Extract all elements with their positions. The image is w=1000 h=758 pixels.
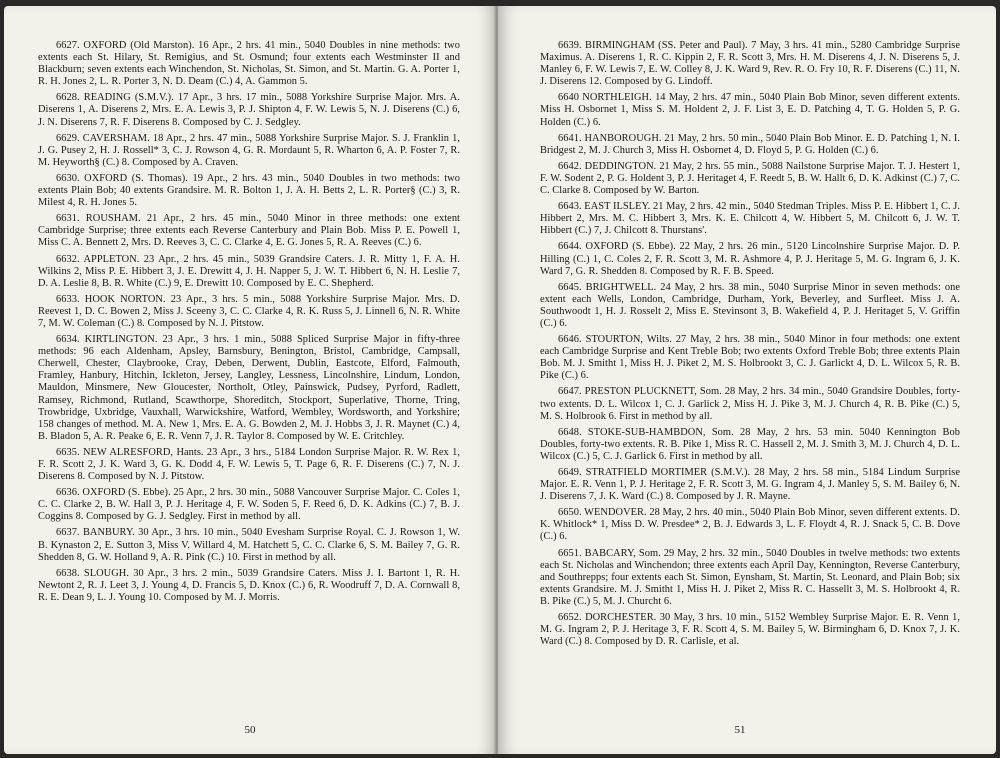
peal-details: 25 Apr., 2 hrs. 30 min., 5088 Vancouver Surprise Major. C. Coles 1, C. C. Clarke 2, B. W. Hall 3, P. J. Heritage 4, F. W. Soden 5, F. Reed 6, D. K. Adkins (C.) 7, B. J. Coggins 8. Composed by G. J. Sedgley. First in method by all. [38,487,460,523]
peal-number: 6641. [558,132,582,144]
peal-entry [38,527,460,563]
peal-number: 6645. [558,281,582,293]
peal-number: 6631. [56,213,80,225]
peal-details: 21 May, 2 hrs. 55 min., 5088 Nailstone Surprise Major. T. J. Hestert 1, F. W. Sodent 2, P. G. Holdent 3, P. J. Heritaget 4, F. Reedt 5, B. W. Hallt 6, D. K. Adkinst (C.) 7, C. C. Clarke 8. Composed by W. Barton. [540,160,960,197]
peal-place: CAVERSHAM. [82,132,150,144]
peal-place: STOKE-SUB-HAMBDON, [587,426,706,438]
peal-number: 6650. [558,507,582,519]
peal-details: 23 Apr., 2 hrs. 45 min., 5039 Grandsire Caters. J. R. Mitty 1, F. A. H. Wilkins 2, Miss P. E. Hibbert 3, J. E. Drewitt 4, J. H. Napper 5, J. W. T. Hibbert 6, N. H. Leslie 7, D. A. Leslie 8, B. R. White (C.) 9, E. Drewitt 10. Composed by E. C. Shepherd. [38,253,460,289]
peal-entry [540,548,960,608]
peal-number: 6652. [558,612,582,624]
peal-details: 30 May, 3 hrs. 10 min., 5152 Wembley Surprise Major. E. R. Venn 1, M. G. Ingram 2, P. J. Heritage 3, F. R. Scott 4, S. M. Bailey 5, W. Birmingham 6, D. Knox 7, J. K. Ward (C.) 8. Composed by D. R. Carlisle, et al. [540,612,960,648]
peal-place: OXFORD (S. Ebbe). [82,487,171,499]
peal-entry [38,294,460,330]
right-page-number: 51 [734,724,746,736]
peal-entry [38,254,460,290]
peal-details: Som. 29 May, 2 hrs. 32 min., 5040 Doubles in twelve methods: two extents each St. Nicholas and Winchendon; three extents each April Day, Kennington, Reverse Canterbury, and Southrepps; four extents each St. Simon, Eynsham, St. Martin, St. Leonard, and Plain Bob; six extents Grandsire. M. J. Smitht 1, Miss H. J. Piket 2, Miss R. C. Hassellt 3, M. S. Holbrookt 4, R. B. Pike (C.) 5, M. J. Churcht 6. [540,547,960,607]
peal-number: 6632. [56,253,80,265]
peal-details: Som. 28 May, 2 hrs. 53 min. 5040 Kennington Bob Doubles, forty-two extents. R. B. Pike 1, Miss R. C. Hassell 2, M. J. Smith 3, M. J. Church 4, D. L. Wilcox (C.) 5, C. J. Garlick 6. First in method by all. [540,426,960,462]
peal-entry [38,40,460,88]
peal-place: BIRMINGHAM (SS. Peter and Paul). [585,40,748,51]
peal-entry [540,427,960,463]
peal-entry [540,507,960,543]
peal-place: OXFORD (S. Thomas). [84,172,188,184]
peal-number: 6647. [558,386,582,398]
peal-entry [540,467,960,503]
peal-number: 6630. [56,172,80,184]
peal-details: Hants. 23 Apr., 3 hrs., 5184 London Surprise Major. R. W. Rex 1, F. R. Scott 2, J. K. Ward 3, G. K. Dodd 4, F. W. Lewis 5, T. Page 6, R. F. Diserens (C.) 7, N. J. Diserens 8. Composed by N. J. Pitstow. [38,446,461,483]
peal-entry [38,334,460,443]
peal-place: STRATFIELD MORTIMER (S.M.V.). [585,467,751,478]
peal-details: 28 May, 2 hrs. 40 min., 5040 Plain Bob Minor, seven different extents. D. K. Whitlock* 1, Miss D. W. Presdee* 2, B. J. Edwards 3, L. F. Floydt 4, R. J. Snack 5, C. B. Dove (C.) 6. [540,507,960,543]
peal-entry [540,40,960,88]
peal-details: 21 Apr., 2 hrs. 45 min., 5040 Minor in three methods: one extent Cambridge Surprise; three extents each Reverse Canterbury and Plain Bob. Miss P. E. Powell 1, Miss C. A. Bennett 2, Mrs. D. Reeves 3, C. C. Clarke 4, E. G. Jones 5, R. A. Reeves (C.) 6. [38,213,460,249]
right-page-column [540,40,960,652]
peal-entry [38,133,460,169]
peal-entry [540,334,960,382]
peal-number: 6627. [56,40,80,51]
peal-place: HOOK NORTON. [84,293,166,305]
peal-details: 14 May, 2 hrs. 47 min., 5040 Plain Bob Minor, seven different extents. Miss H. Osbornet 1, Miss S. M. Holdent 2, J. F. List 3, E. D. Patching 4, T. G. Holden 5, P. G. Holden (C.) 6. [540,92,960,128]
peal-number: 6634. [56,334,80,346]
peal-number: 6637. [56,527,80,539]
peal-details: 23 Apr., 3 hrs. 5 min., 5088 Yorkshire Surprise Major. Mrs. D. Reevest 1, D. C. Bowen 2, Miss J. Sceeny 3, C. C. Clarke 4, R. K. Russ 5, J. Linnell 6, N. R. White 7, M. W. Coleman (C.) 8. Composed by N. J. Pitstow. [38,293,460,329]
peal-details: Som. 28 May, 2 hrs. 34 min., 5040 Grandsire Doubles, forty-two extents. D. L. Wilcox 1, C. J. Garlick 2, Miss H. J. Pike 3, M. J. Church 4, R. B. Pike (C.) 5, M. S. Holbrook 6. First in method by all. [540,386,960,422]
peal-number: 6628. [56,92,80,104]
peal-place: BRIGHTWELL. [585,281,657,293]
peal-details: 23 Apr., 3 hrs. 1 min., 5088 Spliced Surprise Major in fifty-three methods: 96 each Aldenham, Apsley, Barnsbury, Benington, Bristol, Cambridge, Campsall, Cherwell, Chester, Claybrooke, Cray, Deben, Derwent, Dublin, Eastcote, Elford, Falmouth, Framley, Hanbury, Hitchin, Ickleton, Jersey, Langley, Lessness, Lincolnshire, Lindum, London, Mauldon, Minsmere, New Gloucester, Northolt, Otley, Painswick, Pudsey, Pyrford, Radlett, Ramsey, Richmond, Rutland, Scawthorpe, Shoreditch, Stockport, Superlative, Thorne, Tring, Trowbridge, Uxbridge, Vauxhall, Warwickshire, Watford, Wembley, Wordsworth, and Yorkshire; 158 changes of method. M. A. New 1, Mrs. E. A. G. Bowden 2, M. J. Hobbs 3, J. R. Maynet (C.) 4, B. Bladon 5, A. R. Peake 6, E. R. Venn 7, J. R. Taylor 8. Composed by W. E. Critchley. [38,334,460,442]
peal-entry [38,487,460,523]
peal-number: 6639. [558,40,582,51]
left-page [4,6,496,754]
peal-place: DORCHESTER. [585,612,657,624]
peal-details: 18 Apr., 2 hrs. 47 min., 5088 Yorkshire Surprise Major. S. J. Franklin 1, J. G. Pusey 2, H. J. Rossell* 3, C. J. Rowson 4, G. R. Mordaunt 5, R. Wharton 6, A. P. Foster 7, R. M. Heyworth§ (C.) 8. Composed by A. Craven. [38,132,460,168]
peal-place: STOURTON, [585,334,644,346]
peal-place: SLOUGH. [83,567,129,579]
peal-details: 30 Apr., 3 hrs. 2 min., 5039 Grandsire Caters. Miss J. I. Bartont 1, R. H. Newtont 2, R. J. Leet 3, J. Young 4, D. Francis 5, D. Knox (C.) 6, R. Woodruff 7, D. A. Cornwall 8, R. E. Dean 9, L. J. Young 10. Composed by M. J. Morris. [38,567,461,603]
peal-details: 28 May, 2 hrs. 58 min., 5184 Lindum Surprise Major. E. R. Venn 1, P. J. Heritage 2, F. R. Scott 3, M. G. Ingram 4, J. Manley 5, S. M. Bailey 6, N. J. Diserens 7, J. K. Ward (C.) 8. Composed by J. R. Mayne. [540,467,961,503]
peal-number: 6636. [56,487,80,499]
peal-place: EAST ILSLEY. [584,201,651,213]
peal-entry [540,161,960,197]
peal-entry [540,386,960,422]
peal-place: BANBURY. [82,527,135,539]
peal-number: 6638. [56,567,80,579]
peal-number: 6648. [558,426,582,438]
peal-entry [540,612,960,648]
peal-place: ROUSHAM. [85,213,141,225]
right-page [498,6,996,754]
peal-place: NORTHLEIGH. [582,92,652,104]
peal-entry [540,282,960,330]
peal-place: OXFORD (S. Ebbe). [585,241,676,253]
peal-number: 6644. [558,241,582,253]
peal-entry [38,173,460,209]
peal-details: 24 May, 2 hrs. 38 min., 5040 Surprise Minor in seven methods: one extent each Wells, London, Cambridge, Durham, York, Beverley, and Surfleet. Miss J. A. Southwoodt 1, H. J. Rosselt 2, Miss E. Stevinsont 3, B. Wakefield 4, P. J. Heritaget 5, V. Griffin (C.) 6. [540,281,960,329]
peal-entry [540,201,960,237]
peal-details: 21 May, 2 hrs. 50 min., 5040 Plain Bob Minor. E. D. Patching 1, N. I. Bridgest 2, M. J. Church 3, Miss H. Osbornet 4, D. Floyd 5, P. G. Holden (C.) 6. [540,132,960,156]
peal-details: 19 Apr., 2 hrs. 43 min., 5040 Doubles in two methods: two extents Plain Bob; 40 extents Grandsire. M. R. Bolton 1, J. A. H. Betts 2, L. R. Porter§ (C.) 3, R. Milest 4, R. H. Jones 5. [38,172,460,209]
left-page-number: 50 [244,724,256,736]
peal-place: APPLETON. [83,253,140,265]
peal-place: BABCARY, [584,547,636,559]
peal-number: 6646. [558,334,582,346]
peal-number: 6640 [558,92,579,104]
peal-number: 6633. [56,293,80,305]
peal-details: 7 May, 3 hrs. 41 min., 5280 Cambridge Surprise Maximus. A. Diserens 1, R. C. Kippin 2, F. R. Scott 3, Mrs. H. M. Diserens 4, J. N. Diserens 5, J. Manley 6, F. W. Lewis 7, E. W. Colley 8, J. K. Ward 9, Rev. R. O. Fry 10, R. F. Diserens (C.) 11, N. J. Diserens 12. Composed by G. Lindoff. [540,40,961,88]
peal-number: 6635. [56,446,80,458]
peal-details: 21 May, 2 hrs. 42 min., 5040 Stedman Triples. Miss P. E. Hibbert 1, C. J. Hibbert 2, Mrs. M. C. Hibbert 3, Mrs. K. E. Chilcott 4, W. Hibbert 5, M. Chilcott 6, J. W. T. Hibbert (C.) 7, J. Chilcott 8. Thurstans'. [540,201,960,237]
peal-entry [540,133,960,157]
peal-entry [540,92,960,128]
peal-number: 6651. [558,547,582,559]
peal-details: 16 Apr., 2 hrs. 41 min., 5040 Doubles in nine methods: two extents each St. Hilary, St. Remigius, and St. Osmund; four extents each Westminster II and Blackburn; seven extents each Winchendon, St. Nicholas, St. Simon, and St. Martin. G. A. Porter 1, R. H. Jones 2, L. R. Porter 3, N. D. Deam (C.) 4, A. Gammon 5. [38,40,460,88]
peal-place: OXFORD (Old Marston). [83,40,195,51]
peal-place: KIRTLINGTON. [84,334,158,346]
peal-entry [540,241,960,277]
peal-place: PRESTON PLUCKNETT, [584,386,697,398]
peal-number: 6642. [558,160,582,172]
peal-details: 22 May, 2 hrs. 26 min., 5120 Lincolnshire Surprise Major. D. P. Hilling (C.) 1, C. Coles 2, F. R. Scott 3, M. R. Ashmore 4, P. J. Heritage 5, M. G. Ingram 6, J. K. Ward 7, G. R. Shedden 8. Composed by R. F. B. Speed. [540,241,961,277]
peal-number: 6649. [558,467,582,478]
peal-number: 6643. [558,201,582,213]
peal-entry [38,568,460,604]
peal-place: READING (S.M.V.). [83,92,174,104]
peal-entry [38,213,460,249]
peal-place: DEDDINGTON. [584,160,657,172]
peal-details: Wilts. 27 May, 2 hrs. 38 min., 5040 Minor in four methods: one extent each Cambridge Surprise and Kent Treble Bob; two extents Oxford Treble Bob; three extents Plain Bob. M. J. Smitht 1, Miss H. J. Piket 2, M. S. Holbrookt 3, C. J. Garlickt 4, D. L. Wilcox 5, R. B. Pike (C.) 6. [540,334,961,382]
peal-details: 17 Apr., 3 hrs. 17 min., 5088 Yorkshire Surprise Major. Mrs. A. Diserens 1, A. Diserens 2, Mrs. E. A. Lewis 3, P. J. Shipton 4, F. W. Lewis 5, N. J. Diserens (C.) 6, J. N. Diserens 7, R. F. Diserens 8. Composed by C. J. Sedgley. [38,92,460,128]
peal-number: 6629. [56,132,80,144]
peal-place: WENDOVER. [584,507,647,519]
left-page-column [38,40,460,608]
peal-place: NEW ALRESFORD, [82,446,174,458]
peal-entry [38,92,460,128]
peal-place: HANBOROUGH. [584,132,662,144]
peal-entry [38,447,460,483]
peal-details: 30 Apr., 3 hrs. 10 min., 5040 Evesham Surprise Royal. C. J. Rowson 1, W. B. Kynaston 2, E. Sutton 3, Miss V. Willard 4, M. Hatchett 5, C. C. Clarke 6, S. M. Bailey 7, G. R. Shedden 8, G. W. Holland 9, A. R. Pink (C.) 10. First in method by all. [38,527,461,563]
